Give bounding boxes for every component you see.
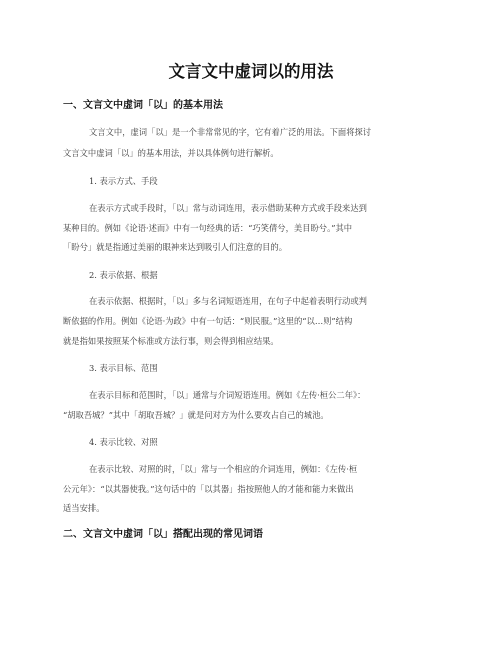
item-4-line-2: 公元年》：“以其器使我。”这句话中的「以其器」指按照他人的才能和能力来做出 [63,484,354,494]
section-1-heading: 一、文言文中虚词「以」的基本用法 [63,100,223,111]
item-2-label: 2. 表示依据、根据 [89,270,158,280]
item-1-line-1: 在表示方式或手段时，「以」常与动词连用，表示借助某种方式或手段来达到 [89,203,367,213]
item-3-label: 3. 表示目标、范围 [89,363,158,373]
item-2-line-2: 断依据的作用。例如《论语·为政》中有一句话：“则民服。”这里的“以…则”结构 [63,316,353,326]
section-2-heading: 二、文言文中虚词「以」搭配出现的常见词语 [63,529,263,540]
item-3-line-1: 在表示目标和范围时，「以」通常与介词短语连用。例如《左传·桓公二年》： [89,390,366,400]
item-2-line-1: 在表示依据、根据时，「以」多与名词短语连用，在句子中起着表明行动或判 [89,296,367,306]
item-4-line-1: 在表示比较、对照的时，「以」常与一个相应的介词连用，例如：《左传·桓 [89,464,358,474]
intro-line-2: 文言文中虚词「以」的基本用法，并以具体例句进行解析。 [63,148,279,158]
item-4-line-3: 适当安排。 [63,503,105,513]
intro-line-1: 文言文中，虚词「以」是一个非常常见的字，它有着广泛的用法。下面将探讨 [89,127,372,137]
document-title: 文言文中虚词以的用法 [168,62,334,81]
item-1-label: 1. 表示方式、手段 [89,176,158,186]
item-3-line-2: “胡取吾城？”其中「胡取吾城？」就是问对方为什么要攻占自己的城池。 [63,410,329,420]
item-4-label: 4. 表示比较、对照 [89,437,158,447]
item-2-line-3: 就是指如果按照某个标准或方法行事，则会得到相应结果。 [63,336,279,346]
item-1-line-2: 某种目的。例如《论语·述而》中有一句经典的话：“巧笑倩兮，美目盼兮。”其中 [63,223,353,233]
item-1-line-3: 「盼兮」就是指通过美丽的眼神来达到吸引人们注意的目的。 [63,242,288,252]
